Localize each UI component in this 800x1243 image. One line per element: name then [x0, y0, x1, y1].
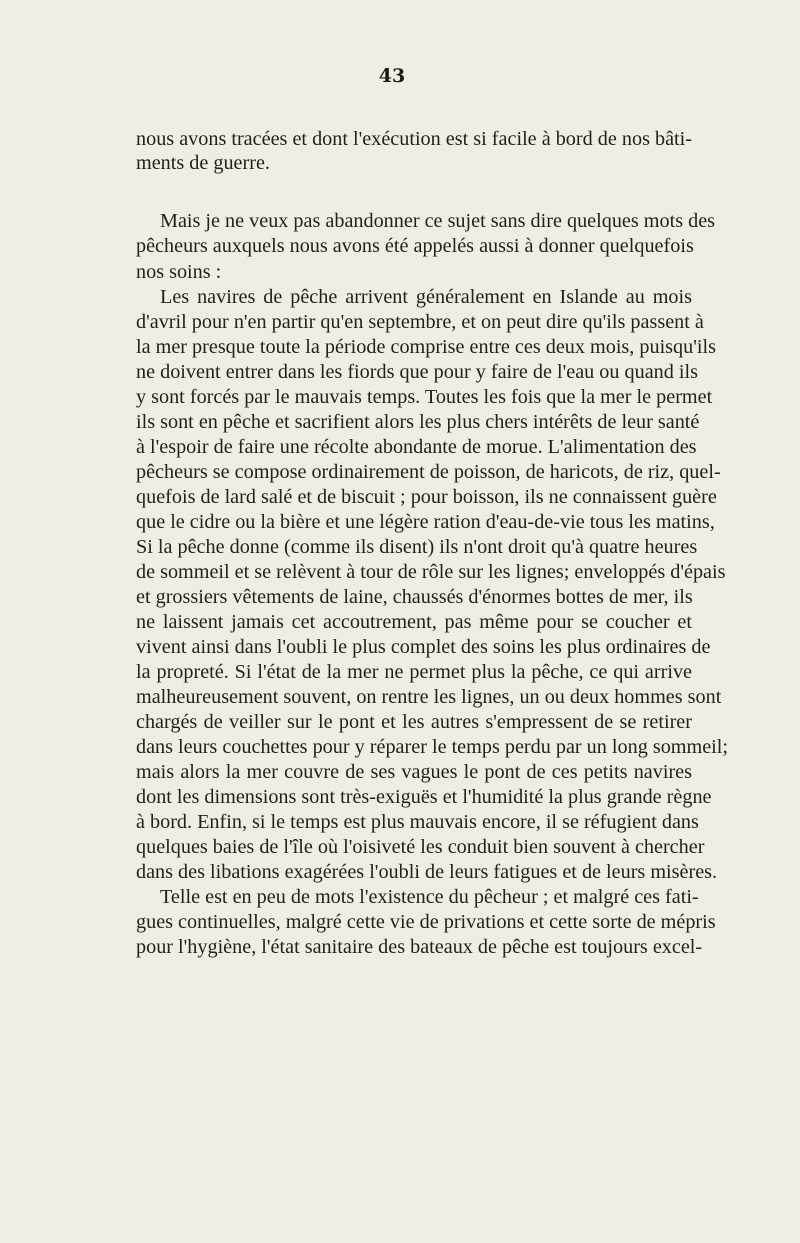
text-line: quefois de lard salé et de biscuit ; pour boisson, ils ne connaissent guère	[136, 486, 717, 508]
text-line: Les navires de pêche arrivent généralement en Islande au mois	[160, 286, 692, 308]
text-line: à bord. Enfin, si le temps est plus mauvais encore, il se réfugient dans	[136, 811, 699, 833]
page-number: 43	[378, 65, 406, 87]
text-line: à l'espoir de faire une récolte abondante de morue. L'alimentation des	[136, 436, 697, 458]
text-line: y sont forcés par le mauvais temps. Toutes les fois que la mer le permet	[136, 386, 713, 408]
text-line: Mais je ne veux pas abandonner ce sujet sans dire quelques mots des	[160, 210, 716, 232]
text-line: pêcheurs auxquels nous avons été appelés aussi à donner quelquefois	[136, 235, 694, 257]
text-line: ments de guerre.	[136, 152, 270, 174]
text-line: chargés de veiller sur le pont et les autres s'empressent de se retirer	[136, 711, 692, 733]
text-line: ne doivent entrer dans les fiords que pour y faire de l'eau ou quand ils	[136, 361, 698, 383]
text-line: mais alors la mer couvre de ses vagues le pont de ces petits navires	[136, 761, 692, 783]
text-line: dans des libations exagérées l'oubli de leurs fatigues et de leurs misères.	[136, 861, 718, 883]
text-line: que le cidre ou la bière et une légère ration d'eau-de-vie tous les matins,	[136, 511, 715, 533]
text-line: gues continuelles, malgré cette vie de privations et cette sorte de mépris	[136, 911, 716, 933]
text-line: nos soins :	[136, 261, 222, 283]
text-line: nous avons tracées et dont l'exécution est si facile à bord de nos bâti-	[136, 128, 692, 150]
text-line: pour l'hygiène, l'état sanitaire des bateaux de pêche est toujours excel-	[136, 936, 703, 958]
text-line: quelques baies de l'île où l'oisiveté les conduit bien souvent à chercher	[136, 836, 705, 858]
text-line: dans leurs couchettes pour y réparer le temps perdu par un long sommeil;	[136, 736, 728, 758]
text-line: la propreté. Si l'état de la mer ne permet plus la pêche, ce qui arrive	[136, 661, 692, 683]
text-line: pêcheurs se compose ordinairement de poisson, de haricots, de riz, quel-	[136, 461, 721, 483]
text-line: Si la pêche donne (comme ils disent) ils n'ont droit qu'à quatre heures	[136, 536, 698, 558]
text-line: de sommeil et se relèvent à tour de rôle sur les lignes; enveloppés d'épais	[136, 561, 726, 583]
text-line: et grossiers vêtements de laine, chaussés d'énormes bottes de mer, ils	[136, 586, 693, 608]
text-line: d'avril pour n'en partir qu'en septembre, et on peut dire qu'ils passent à	[136, 311, 704, 333]
text-line: la mer presque toute la période comprise entre ces deux mois, puisqu'ils	[136, 336, 716, 358]
text-line: vivent ainsi dans l'oubli le plus complet des soins les plus ordinaires de	[136, 636, 711, 658]
text-line: malheureusement souvent, on rentre les lignes, un ou deux hommes sont	[136, 686, 722, 708]
text-line: Telle est en peu de mots l'existence du pêcheur ; et malgré ces fati-	[160, 886, 699, 908]
text-line: ils sont en pêche et sacrifient alors les plus chers intérêts de leur santé	[136, 411, 700, 433]
text-line: dont les dimensions sont très-exiguës et l'humidité la plus grande règne	[136, 786, 712, 808]
text-line: ne laissent jamais cet accoutrement, pas même pour se coucher et	[136, 611, 692, 633]
